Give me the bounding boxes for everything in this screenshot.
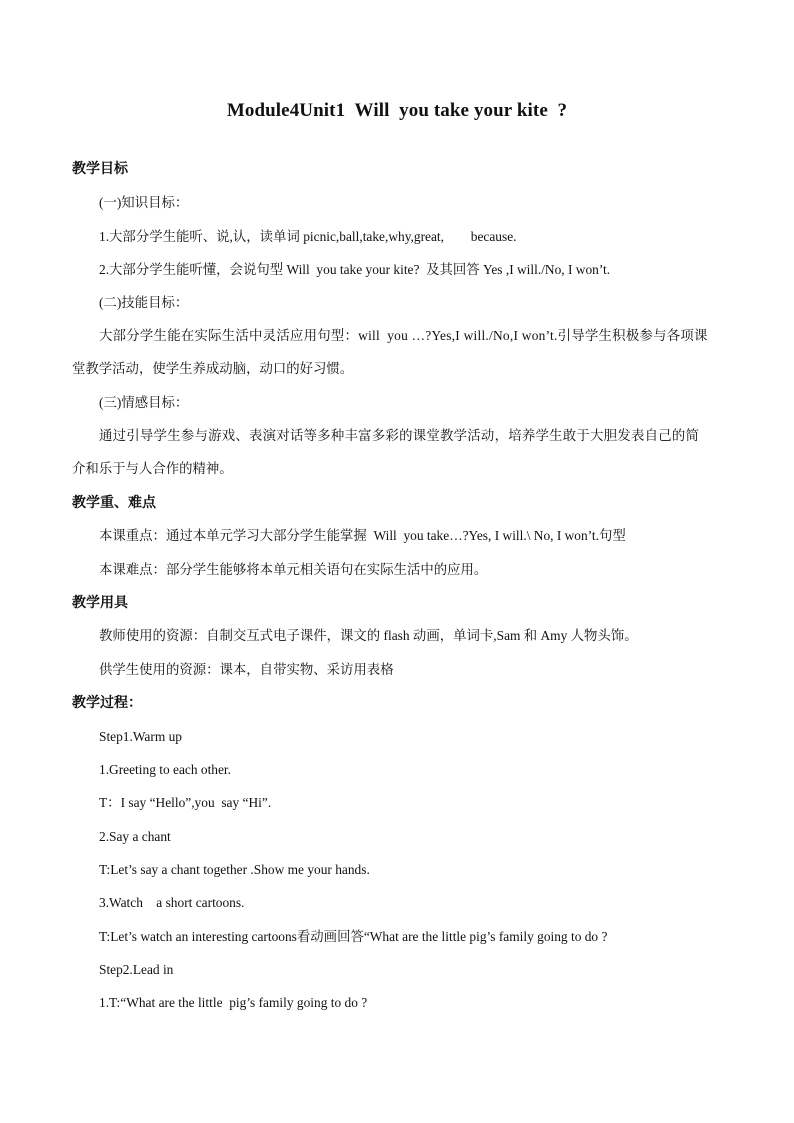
emotion-objective-line-2: 介和乐于与人合作的精神。 xyxy=(72,461,233,476)
step1-item-3-dialogue: T:Let’s watch an interesting cartoons看动画回答“What are the little pig’s family going to do ? xyxy=(99,929,608,944)
step2-item-1: 1.T:“What are the little pig’s family going to do ? xyxy=(99,995,368,1010)
heading-teaching-tools: 教学用具 xyxy=(72,595,128,611)
skill-objective-line-1: 大部分学生能在实际生活中灵活应用句型：will you …?Yes,I will./No,I won’t.引导学生积极参与各项课 xyxy=(99,328,708,343)
step1-item-2: 2.Say a chant xyxy=(99,829,171,844)
document-title: Module4Unit1 Will you take your kite ? xyxy=(226,100,568,121)
step2-title: Step2.Lead in xyxy=(99,962,174,977)
heading-teaching-objectives: 教学目标 xyxy=(72,161,128,177)
skill-objective-line-2: 堂教学活动，使学生养成动脑，动口的好习惯。 xyxy=(72,361,354,376)
step1-item-1: 1.Greeting to each other. xyxy=(99,762,231,777)
step1-item-1-dialogue: T：I say “Hello”,you say “Hi”. xyxy=(99,795,272,810)
step1-item-2-dialogue: T:Let’s say a chant together .Show me your hands. xyxy=(99,862,370,877)
key-point: 本课重点：通过本单元学习大部分学生能掌握 Will you take…?Yes, I will.\ No, I won’t.句型 xyxy=(99,528,626,543)
step1-item-3: 3.Watch a short cartoons. xyxy=(99,895,245,910)
knowledge-objective-1: 1.大部分学生能听、说,认，读单词 picnic,ball,take,why,great, because. xyxy=(99,229,517,244)
knowledge-objective-2: 2.大部分学生能听懂，会说句型 Will you take your kite? 及其回答 Yes ,I will./No, I won’t. xyxy=(99,262,611,277)
step1-title: Step1.Warm up xyxy=(99,729,182,744)
skill-objectives-heading: (二)技能目标： xyxy=(99,295,189,310)
heading-key-and-difficult-points: 教学重、难点 xyxy=(72,495,156,511)
emotion-objective-line-1: 通过引导学生参与游戏、表演对话等多种丰富多彩的课堂教学活动，培养学生敢于大胆发表自己的简 xyxy=(99,428,700,443)
heading-teaching-process: 教学过程： xyxy=(72,695,142,711)
student-resources: 供学生使用的资源：课本，自带实物、采访用表格 xyxy=(99,662,394,677)
knowledge-objectives-heading: (一)知识目标： xyxy=(99,195,189,210)
emotion-objectives-heading: (三)情感目标： xyxy=(99,395,189,410)
teacher-resources: 教师使用的资源：自制交互式电子课件，课文的 flash 动画，单词卡,Sam 和 Amy 人物头饰。 xyxy=(99,628,638,643)
difficult-point: 本课难点：部分学生能够将本单元相关语句在实际生活中的应用。 xyxy=(99,562,488,577)
